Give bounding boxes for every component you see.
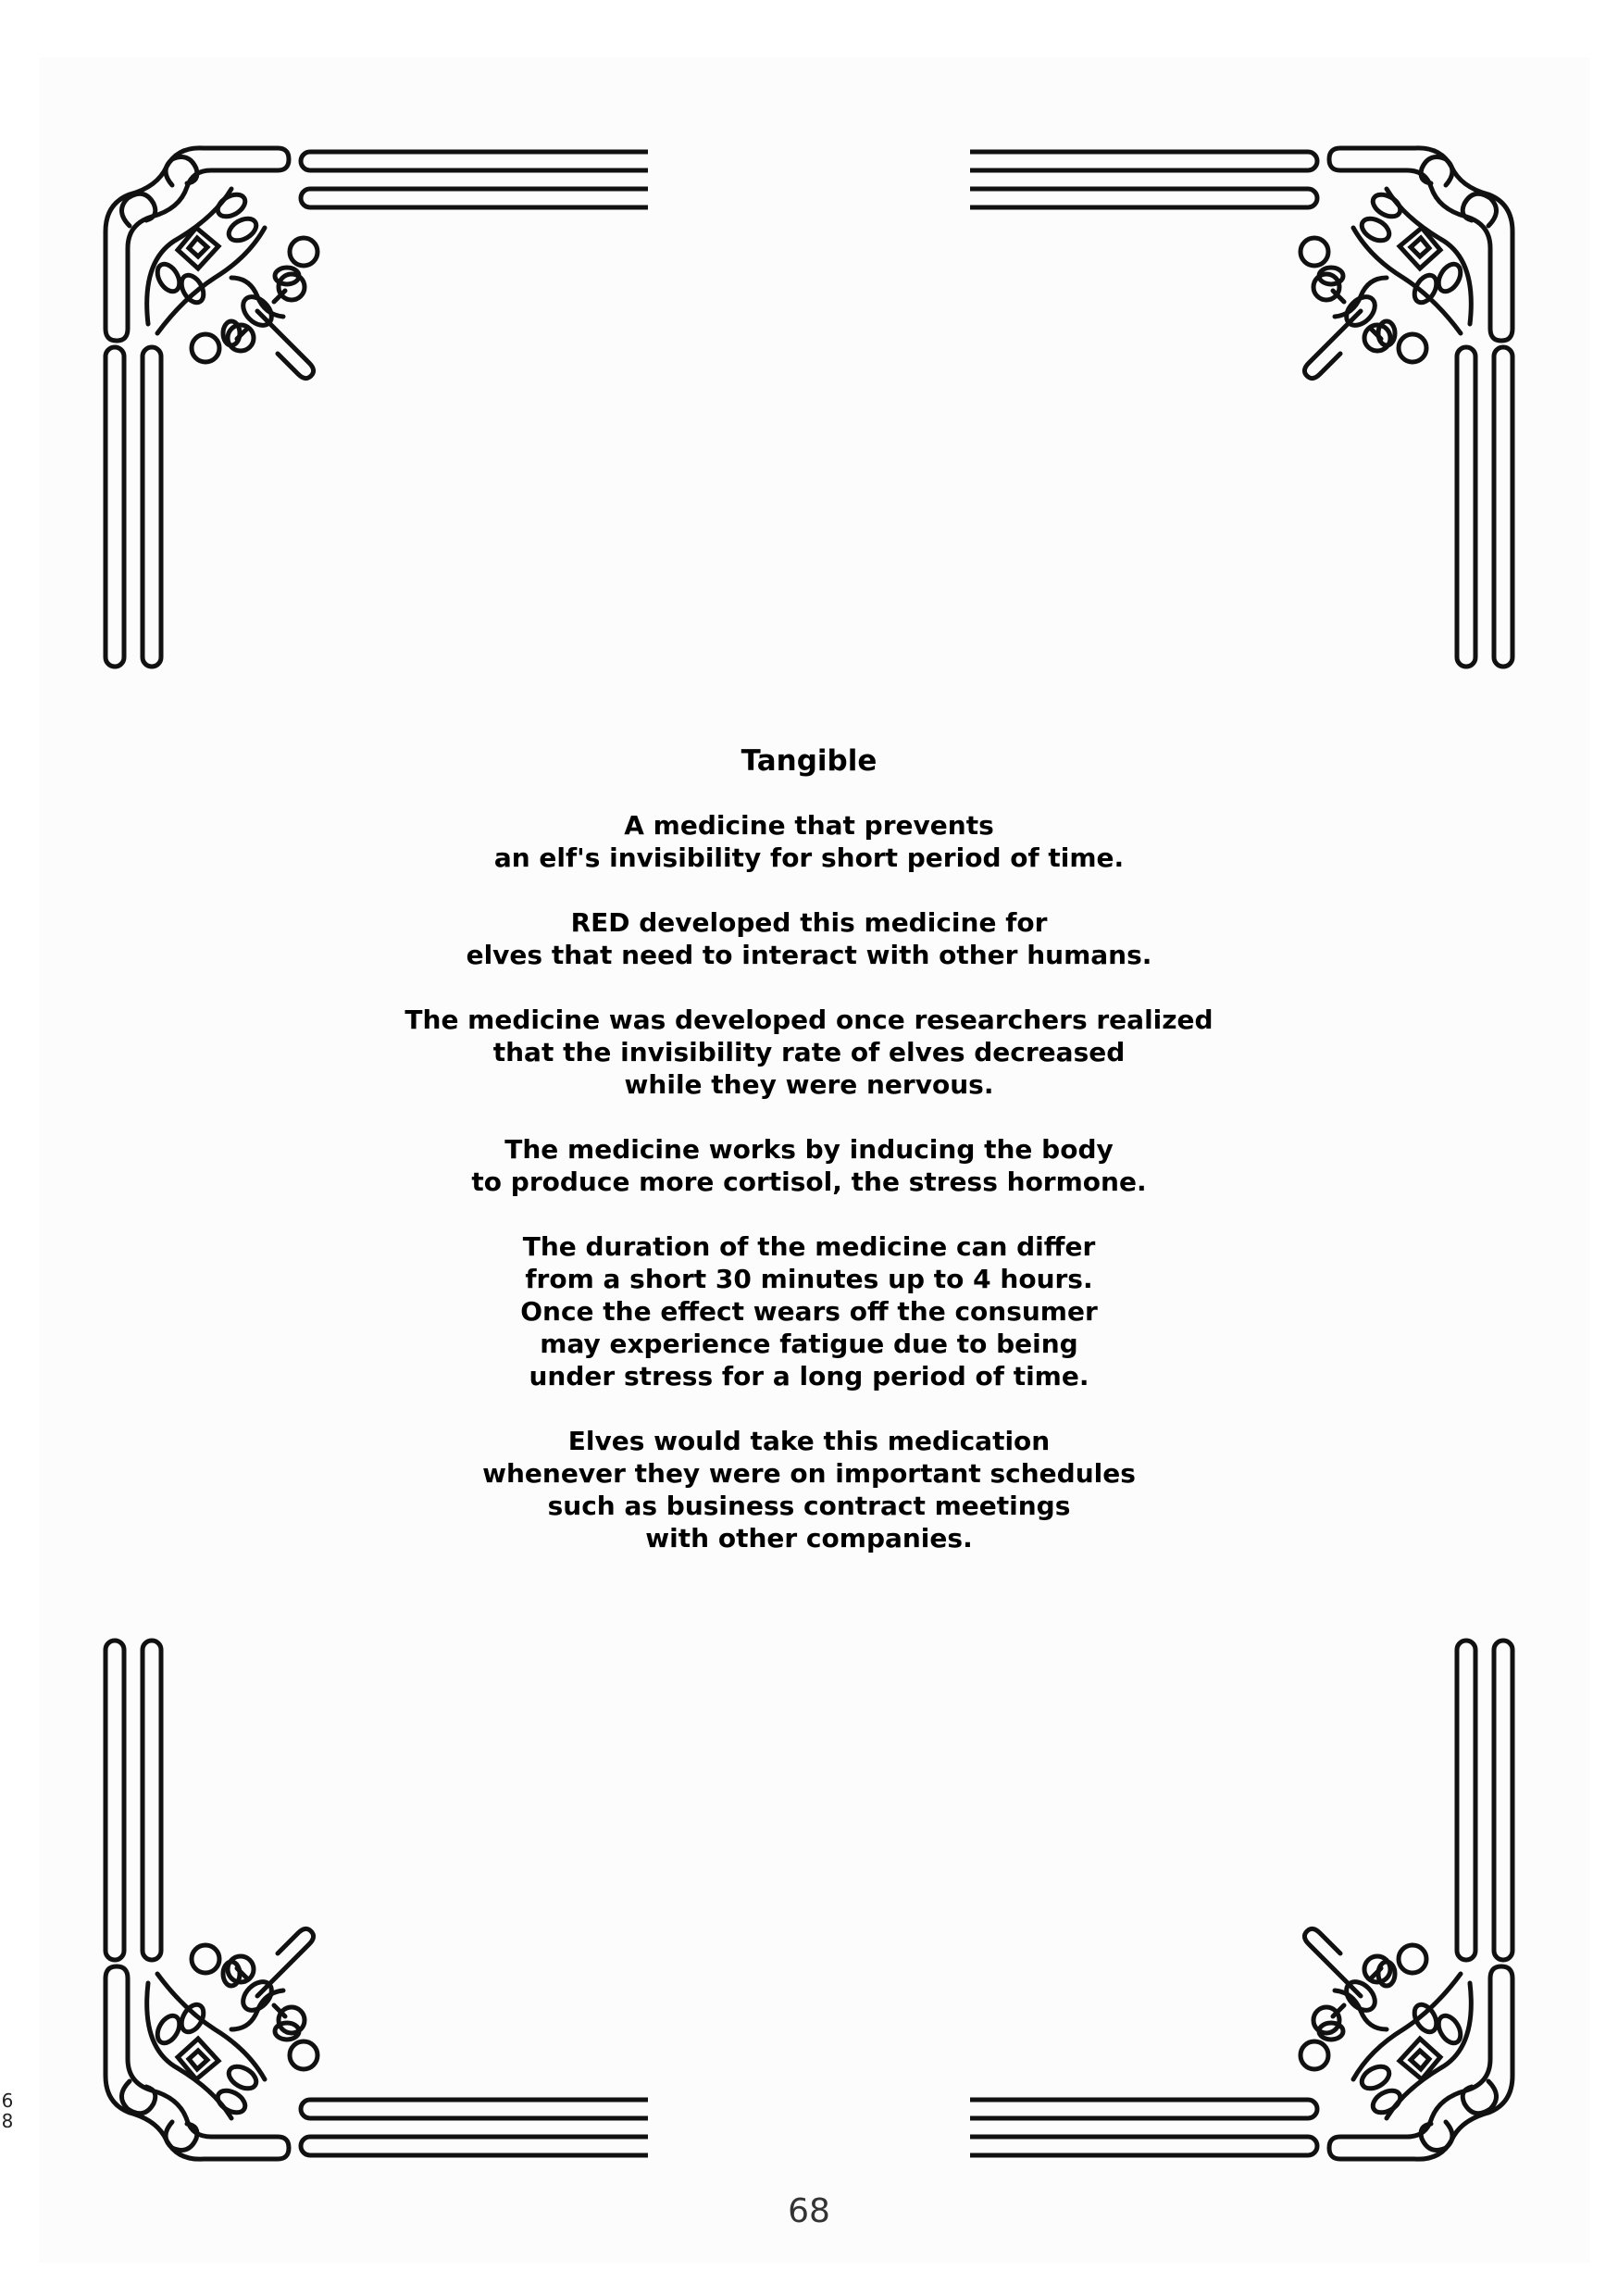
- ornament-corner-bottom-right: [970, 1613, 1525, 2168]
- text-line: The duration of the medicine can differ: [522, 1231, 1096, 1262]
- text-line: such as business contract meetings: [547, 1491, 1071, 1521]
- text-line: RED developed this medicine for: [570, 907, 1048, 938]
- page-number: 68: [788, 2192, 830, 2230]
- margin-digit: 8: [1, 2110, 14, 2132]
- paragraph-intro: [346, 809, 1272, 874]
- text-line: to produce more cortisol, the stress hormone.: [471, 1167, 1147, 1197]
- corner-scroll-ornament: [1301, 1928, 1512, 2159]
- ornament-corner-top-left: [93, 139, 648, 694]
- article-body: [346, 741, 1272, 1587]
- text-line: Elves would take this medication: [567, 1426, 1051, 1456]
- paragraph-developer: [346, 906, 1272, 971]
- article-title: Tangible: [741, 744, 877, 778]
- text-line: while they were nervous.: [624, 1069, 994, 1100]
- text-line: Once the effect wears off the consumer: [520, 1296, 1098, 1327]
- corner-rails: [106, 152, 648, 667]
- ornament-corner-top-right: [970, 139, 1525, 694]
- paragraph-usage: [346, 1425, 1272, 1554]
- text-line: from a short 30 minutes up to 4 hours.: [525, 1264, 1093, 1294]
- text-line: with other companies.: [645, 1523, 973, 1554]
- corner-scroll-ornament: [106, 148, 317, 379]
- text-line: whenever they were on important schedules: [482, 1458, 1136, 1489]
- text-line: The medicine works by inducing the body: [504, 1134, 1114, 1165]
- text-line: may experience fatigue due to being: [540, 1329, 1078, 1359]
- ornament-corner-bottom-left: [93, 1613, 648, 2168]
- margin-page-number: [0, 2090, 15, 2131]
- corner-scroll-ornament: [1301, 148, 1512, 379]
- corner-rails: [970, 1641, 1512, 2155]
- text-line: elves that need to interact with other humans.: [466, 940, 1152, 970]
- paragraph-mechanism: [346, 1133, 1272, 1198]
- paragraph-duration: [346, 1230, 1272, 1392]
- text-line: that the invisibility rate of elves decreased: [492, 1037, 1126, 1067]
- corner-rails: [970, 152, 1512, 667]
- corner-rails: [106, 1641, 648, 2155]
- text-line: The medicine was developed once researchers realized: [404, 1004, 1214, 1035]
- text-line: an elf's invisibility for short period of time.: [493, 842, 1125, 873]
- margin-digit: 6: [1, 2090, 14, 2112]
- corner-scroll-ornament: [106, 1928, 317, 2159]
- text-line: A medicine that prevents: [624, 810, 994, 841]
- text-line: under stress for a long period of time.: [529, 1361, 1089, 1391]
- paragraph-origin: [346, 1004, 1272, 1101]
